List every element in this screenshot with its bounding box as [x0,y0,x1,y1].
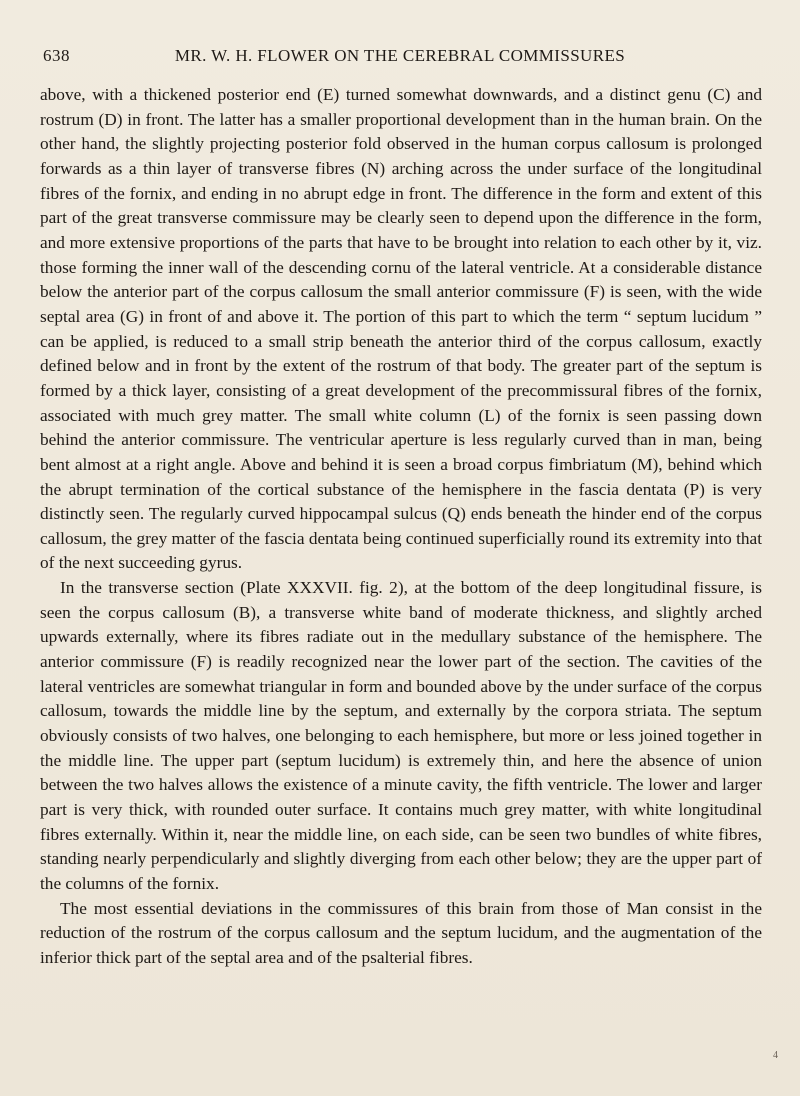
corner-mark: 4 [773,1050,778,1061]
paragraph-2: In the transverse section (Plate XXXVII. fig. 2), at the bottom of the deep longitudinal fissure, is seen the corpus callosum (B), a transverse white band of moderate thickness, and slightly arched upwards externally, where its fibres radiate out in the medullary substance of the hemisphere. The anterior commissure (F) is readily recognized near the lower part of the section. The cavities of the lateral ventricles are somewhat triangular in form and bounded above by the under surface of the corpus callosum, towards the middle line by the septum, and externally by the corpora striata. The septum obviously consists of two halves, one belonging to each hemisphere, but more or less joined together in the middle line. The upper part (septum lucidum) is extremely thin, and here the absence of union between the two halves allows the existence of a minute cavity, the fifth ventricle. The lower and larger part is very thick, with rounded outer surface. It contains much grey matter, with white longitudinal fibres externally. Within it, near the middle line, on each side, can be seen two bundles of white fibres, standing nearly perpendicularly and slightly diverging from each other below; they are the upper part of the columns of the fornix. [40,578,762,893]
page-header [40,46,760,70]
running-head: MR. W. H. FLOWER ON THE CEREBRAL COMMISSURES [174,46,626,65]
page-number: 638 [43,46,70,65]
paragraph-1: above, with a thickened posterior end (E) turned somewhat downwards, and a distinct genu (C) and rostrum (D) in front. The latter has a smaller proportional development than in the human brain. On the other hand, the slightly projecting posterior fold observed in the human corpus callosum is prolonged forwards as a thin layer of transverse fibres (N) arching across the under surface of the longitudinal fibres of the fornix, and ending in no abrupt edge in front. The difference in the form and extent of this part of the great transverse commissure may be clearly seen to depend upon the difference in the form, and more extensive proportions of the parts that have to be brought into relation to each other by it, viz. those forming the inner wall of the descending cornu of the lateral ventricle. At a considerable distance below the anterior part of the corpus callosum the small anterior commissure (F) is seen, with the wide septal area (G) in front of and above it. The portion of this part to which the term “ septum lucidum ” can be applied, is reduced to a small strip beneath the anterior third of the corpus callosum, exactly defined below and in front by the extent of the rostrum of that body. The greater part of the septum is formed by a thick layer, consisting of a great development of the precommissural fibres of the fornix, associated with much grey matter. The small white column (L) of the fornix is seen passing down behind the anterior commissure. The ventricular aperture is less regularly curved than in man, being bent almost at a right angle. Above and behind it is seen a broad corpus fimbriatum (M), behind which the abrupt termination of the cortical substance of the hemisphere in the fascia dentata (P) is very distinctly seen. The regularly curved hippocampal sulcus (Q) ends beneath the hinder end of the corpus callosum, the grey matter of the fascia dentata being continued superficially round its extremity into that of the next succeeding gyrus. [40,85,762,573]
paragraph-3: The most essential deviations in the commissures of this brain from those of Man consist in the reduction of the rostrum of the corpus callosum and the septum lucidum, and the augmentation of the inferior thick part of the septal area and of the psalterial fibres. [40,898,762,967]
body-text [40,83,762,971]
